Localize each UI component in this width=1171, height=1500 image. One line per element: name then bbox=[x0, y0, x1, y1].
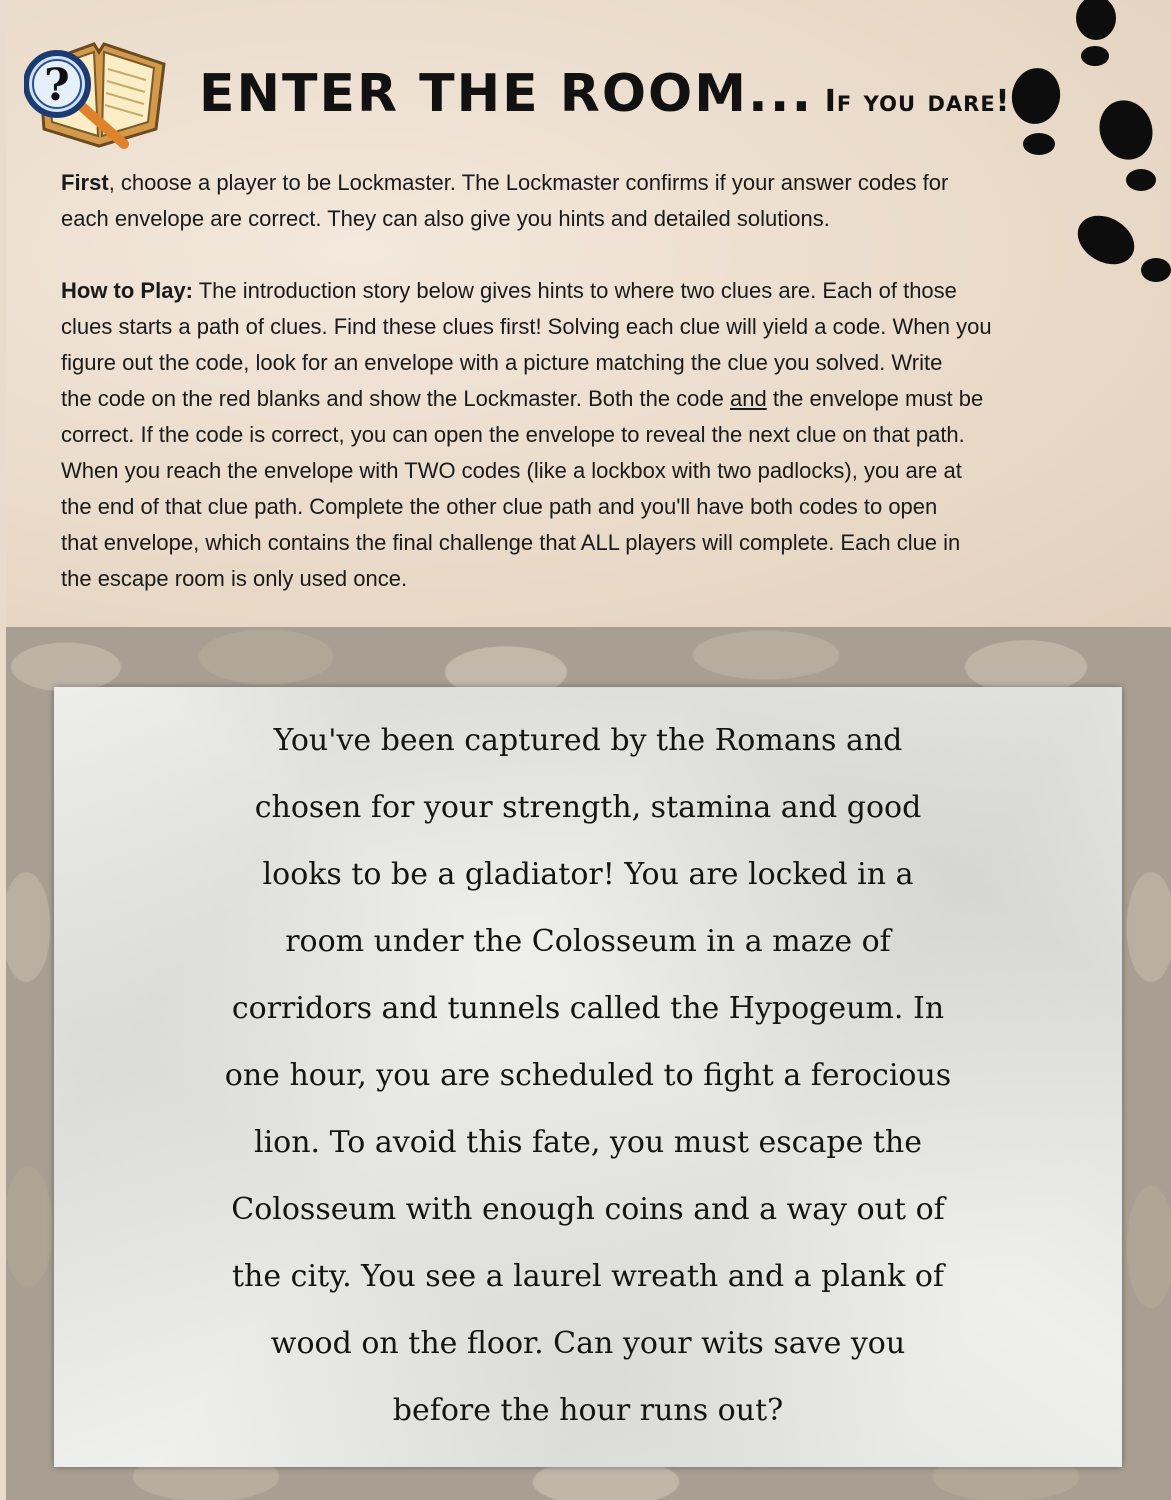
first-label: First bbox=[61, 170, 109, 195]
page-title-sub: If you dare! bbox=[813, 84, 1011, 119]
page-title bbox=[199, 64, 1010, 124]
marble-story-panel bbox=[54, 687, 1122, 1467]
how-line-7: the end of that clue path. Complete the other clue path and you'll have both codes to open bbox=[61, 494, 938, 519]
how-line-4b: the envelope must be bbox=[766, 386, 984, 411]
story-line: the city. You see a laurel wreath and a plank of bbox=[232, 1259, 944, 1294]
story-line: one hour, you are scheduled to fight a ferocious bbox=[224, 1058, 952, 1093]
instructions-section bbox=[6, 0, 1171, 627]
how-to-play-paragraph bbox=[61, 273, 1131, 597]
how-line-4-underlined: and bbox=[730, 386, 767, 411]
how-line-2: clues starts a path of clues. Find these clues first! Solving each clue will yield a code. When you bbox=[61, 314, 992, 339]
how-line-9: the escape room is only used once. bbox=[61, 566, 408, 591]
first-line-2: each envelope are correct. They can also give you hints and detailed solutions. bbox=[61, 206, 830, 231]
story-line: Colosseum with enough coins and a way out of bbox=[231, 1192, 945, 1227]
story-line: corridors and tunnels called the Hypogeum. In bbox=[231, 991, 945, 1026]
how-line-8: that envelope, which contains the final challenge that ALL players will complete. Each clue in bbox=[61, 530, 961, 555]
title-row bbox=[24, 28, 1024, 148]
footprints-icon bbox=[991, 0, 1171, 300]
story-line: chosen for your strength, stamina and good bbox=[254, 790, 922, 825]
how-to-play-label: How to Play: bbox=[61, 278, 194, 303]
story-line: lion. To avoid this fate, you must escape the bbox=[253, 1125, 922, 1160]
story-line: looks to be a gladiator! You are locked in a bbox=[262, 857, 914, 892]
page-title-main: ENTER THE ROOM... bbox=[199, 64, 814, 124]
how-line-3: figure out the code, look for an envelope with a picture matching the clue you solved. Write bbox=[61, 350, 943, 375]
first-line-1: , choose a player to be Lockmaster. The Lockmaster confirms if your answer codes for bbox=[108, 170, 949, 195]
first-paragraph bbox=[61, 165, 1071, 237]
story-line: room under the Colosseum in a maze of bbox=[285, 924, 891, 959]
story-line: You've been captured by the Romans and bbox=[273, 723, 903, 758]
how-line-1: The introduction story below gives hints to where two clues are. Each of those bbox=[193, 278, 957, 303]
how-line-5: correct. If the code is correct, you can open the envelope to reveal the next clue on that path. bbox=[61, 422, 965, 447]
svg-text:?: ? bbox=[44, 60, 70, 111]
story-line: before the hour runs out? bbox=[392, 1393, 784, 1428]
story-line: wood on the floor. Can your wits save you bbox=[270, 1326, 906, 1361]
stone-wall-background bbox=[6, 627, 1171, 1500]
open-book-magnifier-icon bbox=[24, 34, 174, 152]
story-text bbox=[54, 707, 1122, 1444]
how-line-6: When you reach the envelope with TWO codes (like a lockbox with two padlocks), you are at bbox=[61, 458, 962, 483]
how-line-4a: the code on the red blanks and show the Lockmaster. Both the code bbox=[61, 386, 730, 411]
